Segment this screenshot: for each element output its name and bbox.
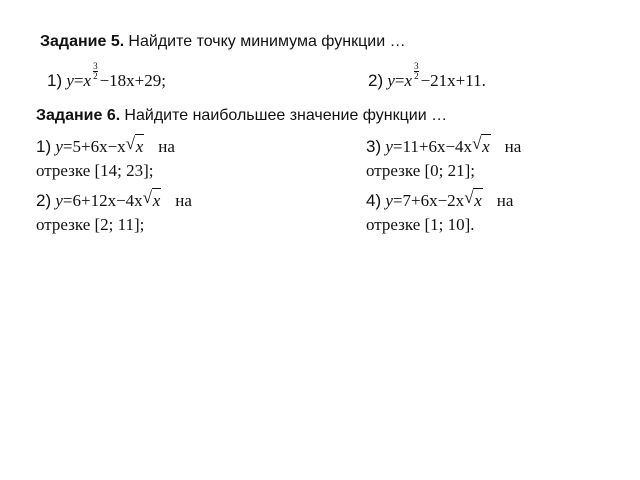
task6-label: Задание 6. [36, 107, 121, 124]
task5-item-2 [368, 62, 486, 93]
task6-item-1-y: y [55, 137, 63, 156]
task6-item-1-sqrt [126, 134, 145, 159]
task6-heading [36, 105, 447, 125]
task6-item-4-y: y [385, 191, 393, 210]
task6-item-2 [36, 188, 192, 237]
task5-item-2-exponent [413, 62, 420, 81]
task6-item-4-segment: отрезке [1; 10]. [366, 215, 475, 234]
task6-item-2-pre: =6+12x−4x [62, 191, 143, 210]
task6-item-3-na: на [504, 137, 522, 156]
task5-item-1-y: y [66, 71, 74, 90]
sqrt-icon: √ [125, 134, 136, 153]
task6-item-2-root: x [152, 188, 162, 213]
sqrt-icon: √ [142, 188, 153, 207]
task5-item-1-eq: = [73, 71, 84, 90]
task6-item-2-sqrt [143, 188, 162, 213]
task6-item-1-pre: =5+6x−x [62, 137, 126, 156]
task5-item-1-exponent [92, 62, 99, 81]
task5-item-2-end: . [481, 71, 486, 90]
task6-item-1-formula [36, 134, 175, 159]
task5-item-2-exp-num: 3 [414, 61, 419, 71]
task5-item-1-number: 1) [47, 71, 63, 90]
task6-item-3-sqrt [472, 134, 491, 159]
task5-item-1-exp-den: 2 [93, 71, 98, 81]
task5-item-1 [47, 62, 166, 93]
task6-item-1-number: 1) [36, 137, 52, 156]
sqrt-icon: √ [464, 188, 474, 207]
task6-text: Найдите наибольшее значение функции … [124, 107, 448, 124]
task6-item-2-number: 2) [36, 191, 52, 210]
task6-item-1 [36, 134, 175, 183]
task6-item-4-na: на [496, 191, 514, 210]
task6-item-3-pre: =11+6x−4x [392, 137, 473, 156]
task6-item-3-number: 3) [366, 137, 382, 156]
task5-heading [40, 31, 406, 51]
task6-item-4 [366, 188, 513, 237]
task6-item-2-segment: отрезке [2; 11]; [36, 215, 145, 234]
task6-item-4-pre: =7+6x−2x [392, 191, 465, 210]
task6-item-2-na: на [175, 191, 192, 210]
task5-item-2-x: x [404, 71, 413, 90]
task6-item-3-y: y [385, 137, 393, 156]
task6-item-3-segment: отрезке [0; 21]; [366, 161, 476, 180]
task5-item-2-rest: −21x+11 [420, 71, 482, 90]
task6-item-4-formula [366, 188, 513, 213]
task5-item-2-exp-den: 2 [414, 71, 419, 81]
task6-item-2-y: y [55, 191, 63, 210]
task5-item-2-eq: = [394, 71, 405, 90]
task6-item-1-segment: отрезке [14; 23]; [36, 161, 154, 180]
task5-label: Задание 5. [40, 33, 125, 50]
task5-item-1-x: x [83, 71, 92, 90]
task6-item-4-number: 4) [366, 191, 382, 210]
task6-item-3-formula [366, 134, 521, 159]
task5-item-1-exp-num: 3 [93, 61, 98, 71]
task6-item-1-na: на [158, 137, 175, 156]
task5-text: Найдите точку минимума функции … [128, 33, 406, 50]
task6-item-4-sqrt [464, 188, 483, 213]
task5-item-1-end: ; [161, 71, 166, 90]
task5-item-2-y: y [387, 71, 395, 90]
task5-item-1-rest: −18x+29 [99, 71, 162, 90]
sqrt-icon: √ [472, 134, 482, 153]
task5-item-2-number: 2) [368, 71, 384, 90]
task6-item-2-formula [36, 188, 192, 213]
task6-item-3 [366, 134, 521, 183]
task6-item-3-root: x [481, 134, 491, 159]
task6-item-4-root: x [473, 188, 483, 213]
task6-item-1-root: x [135, 134, 145, 159]
